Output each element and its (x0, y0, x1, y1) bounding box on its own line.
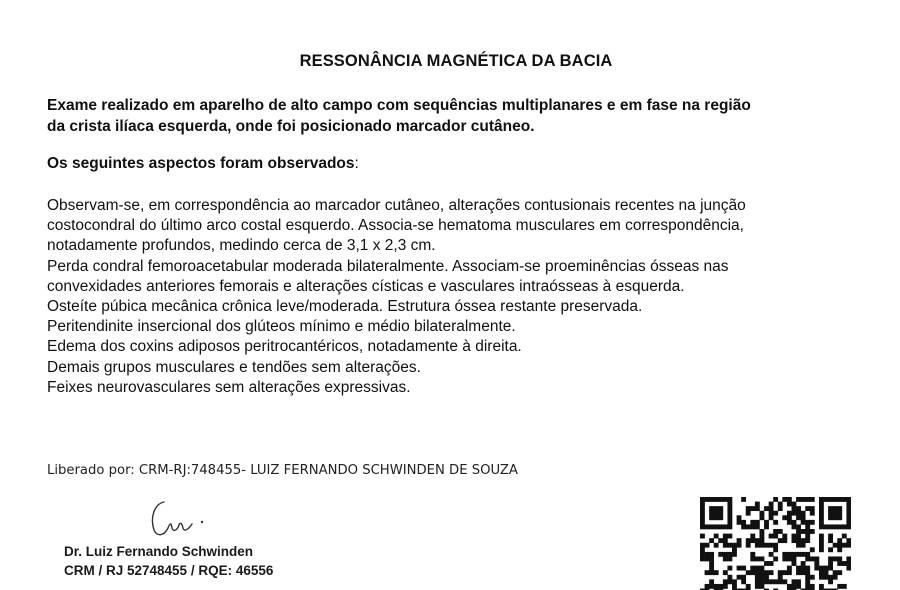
finding-line: Feixes neurovasculares sem alterações expressivas. (47, 378, 411, 396)
exam-description (47, 95, 887, 137)
aspects-heading (47, 153, 359, 174)
doctor-signature-block (64, 542, 273, 580)
finding-line: Demais grupos musculares e tendões sem alterações. (47, 358, 421, 376)
finding-line: convexidades anteriores femorais e alterações císticas e vasculares intraósseas à esquerda. (47, 277, 685, 295)
aspects-colon: : (354, 155, 359, 172)
finding-line: Edema dos coxins adiposos peritrocantéricos, notadamente à direita. (47, 338, 522, 356)
finding-line: costocondral do último arco costal esquerdo. Associa-se hematoma musculares em correspondência, (47, 217, 744, 235)
finding-line: notadamente profundos, medindo cerca de 3,1 x 2,3 cm. (47, 237, 436, 255)
finding-line: Observam-se, em correspondência ao marcador cutâneo, alterações contusionais recentes na junção (47, 197, 746, 214)
doctor-name: Dr. Luiz Fernando Schwinden (64, 544, 254, 559)
qr-code-icon[interactable] (700, 497, 851, 590)
doctor-credentials: CRM / RJ 52748455 / RQE: 46556 (64, 563, 274, 578)
exam-description-line: Exame realizado em aparelho de alto campo com sequências multiplanares e em fase na região (47, 97, 751, 114)
finding-line: Osteíte púbica mecânica crônica leve/moderada. Estrutura óssea restante preservada. (47, 298, 643, 316)
exam-description-line: da crista ilíaca esquerda, onde foi posicionado marcador cutâneo. (47, 118, 535, 135)
finding-line: Peritendinite insercional dos glúteos mínimo e médio bilateralmente. (47, 318, 516, 336)
finding-line: Perda condral femoroacetabular moderada bilateralmente. Associam-se proeminências ósseas nas (47, 257, 729, 275)
report-title: RESSONÂNCIA MAGNÉTICA DA BACIA (299, 52, 613, 70)
findings-block (47, 196, 887, 398)
qr-code-graphic (700, 497, 851, 590)
released-by-line: Liberado por: CRM-RJ:748455- LUIZ FERNANDO SCHWINDEN DE SOUZA (47, 463, 518, 478)
aspects-label: Os seguintes aspectos foram observados (47, 155, 355, 172)
handwritten-signature-icon (140, 492, 230, 542)
